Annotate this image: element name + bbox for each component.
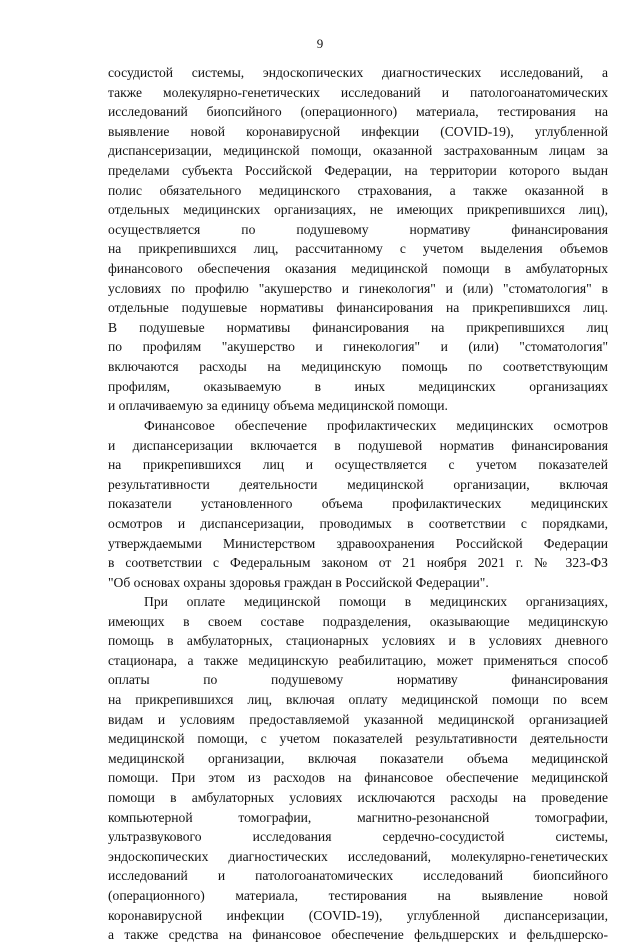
text-line: осуществляется по подушевому нормативу финансирования bbox=[108, 221, 608, 237]
text-line: на прикрепившихся лиц, рассчитанному с учетом выделения объемов bbox=[108, 241, 608, 257]
text-line: имеющих в своем составе подразделения, оказывающие медицинскую bbox=[108, 613, 608, 629]
text-line: отдельных медицинских организациях, не имеющих прикрепившихся лиц), bbox=[108, 202, 608, 218]
text-line: осмотров и диспансеризации, проводимых в соответствии с порядками, bbox=[108, 515, 608, 531]
text-line: коронавирусной инфекции (COVID-19), углубленной диспансеризации, bbox=[108, 907, 608, 923]
text-line: сосудистой системы, эндоскопических диагностических исследований, а bbox=[108, 65, 608, 80]
text-line: диспансеризации, медицинской помощи, оказанной застрахованным лицам за bbox=[108, 143, 608, 159]
text-line: В подушевые нормативы финансирования на прикрепившихся лиц bbox=[108, 319, 608, 335]
text-line: эндоскопических диагностических исследований, молекулярно-генетических bbox=[108, 848, 608, 864]
text-line: видам и условиям предоставляемой указанной медицинской организацией bbox=[108, 711, 608, 727]
text-line: включаются расходы на медицинскую помощь по соответствующим bbox=[108, 358, 608, 374]
text-line: отдельные подушевые нормативы финансирования на прикрепившихся лиц. bbox=[108, 300, 608, 316]
text-line: помощь в амбулаторных, стационарных условиях и в условиях дневного bbox=[108, 633, 608, 649]
text-line: (операционного) материала, тестирования на выявление новой bbox=[108, 887, 608, 903]
text-line: финансового обеспечения оказания медицинской помощи в амбулаторных bbox=[108, 260, 608, 276]
text-line: условиях по профилю "акушерство и гинекология" и (или) "стоматология" в bbox=[108, 280, 608, 296]
paragraph-2 bbox=[108, 416, 608, 592]
text-line: и диспансеризации включается в подушевой норматив финансирования bbox=[108, 437, 608, 453]
text-line: помощи в амбулаторных условиях исключаются расходы на проведение bbox=[108, 789, 608, 805]
text-line: также молекулярно-генетических исследований и патологоанатомических bbox=[108, 84, 608, 100]
text-line: утверждаемыми Министерством здравоохранения Российской Федерации bbox=[108, 535, 608, 551]
text-line: исследований и патологоанатомических исследований биопсийного bbox=[108, 868, 608, 884]
text-line: по профилям "акушерство и гинекология" и (или) "стоматология" bbox=[108, 339, 608, 355]
paragraph-1 bbox=[108, 63, 608, 416]
text-line: в соответствии с Федеральным законом от 21 ноября 2021 г. № 323-ФЗ bbox=[108, 555, 608, 571]
text-line: на прикрепившихся лиц, включая оплату медицинской помощи по всем bbox=[108, 691, 608, 707]
text-line: Финансовое обеспечение профилактических медицинских осмотров bbox=[144, 418, 608, 433]
text-line: показатели установленного объема профилактических медицинских bbox=[108, 496, 608, 512]
text-line: а также средства на финансовое обеспечение фельдшерских и фельдшерско- bbox=[108, 927, 608, 943]
text-line: компьютерной томографии, магнитно-резонансной томографии, bbox=[108, 809, 608, 825]
text-line: исследований биопсийного (операционного) материала, тестирования на bbox=[108, 104, 608, 120]
text-line: ультразвукового исследования сердечно-сосудистой системы, bbox=[108, 829, 608, 845]
text-line: медицинской помощи, с учетом показателей результативности деятельности bbox=[108, 731, 608, 747]
text-line: медицинской организации, включая показатели объема медицинской bbox=[108, 750, 608, 766]
paragraph-3 bbox=[108, 592, 608, 945]
text-line: выявление новой коронавирусной инфекции (COVID-19), углубленной bbox=[108, 123, 608, 139]
page-number: 9 bbox=[316, 36, 324, 51]
text-line: и оплачиваемую за единицу объема медицинской помощи. bbox=[108, 398, 448, 414]
text-line: профилям, оказываемую в иных медицинских организациях bbox=[108, 378, 608, 394]
text-line: помощи. При этом из расходов на финансовое обеспечение медицинской bbox=[108, 770, 608, 786]
text-line: пределами субъекта Российской Федерации, на территории которого выдан bbox=[108, 162, 608, 178]
text-line: При оплате медицинской помощи в медицинских организациях, bbox=[144, 594, 608, 609]
text-line: на прикрепившихся лиц и осуществляется с учетом показателей bbox=[108, 457, 608, 473]
text-line: полис обязательного медицинского страхования, а также оказанной в bbox=[108, 182, 608, 198]
text-line: стационара, а также медицинскую реабилитацию, может применяться способ bbox=[108, 652, 608, 668]
text-line: оплаты по подушевому нормативу финансирования bbox=[108, 672, 608, 688]
text-line: "Об основах охраны здоровья граждан в Российской Федерации". bbox=[108, 574, 489, 590]
text-line: результативности деятельности медицинской организации, включая bbox=[108, 476, 608, 492]
